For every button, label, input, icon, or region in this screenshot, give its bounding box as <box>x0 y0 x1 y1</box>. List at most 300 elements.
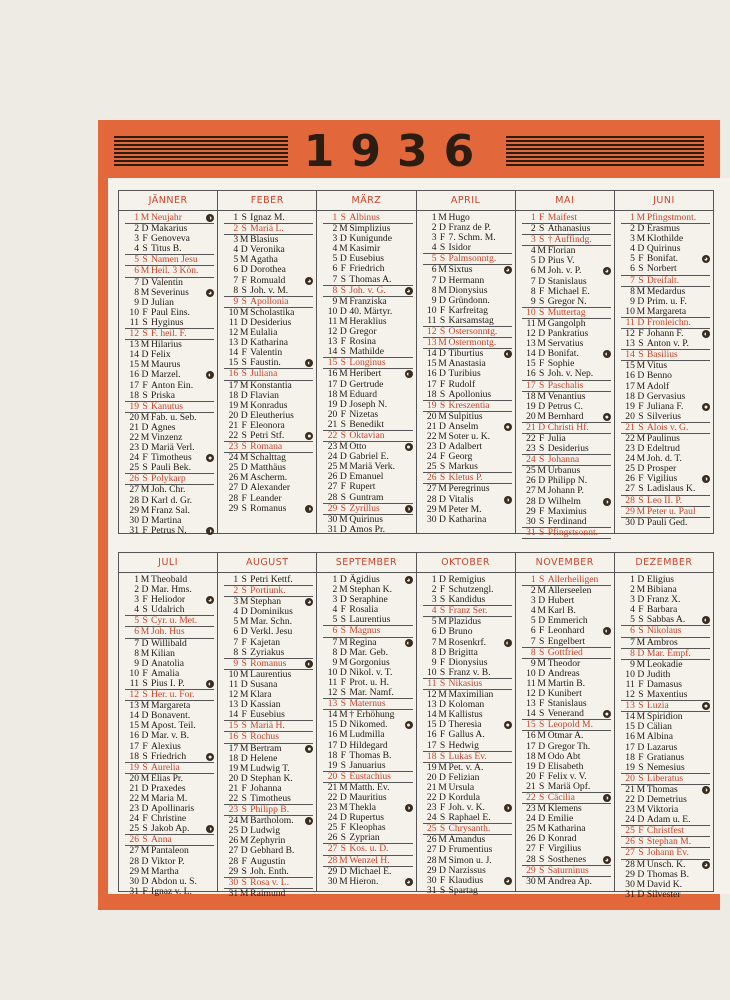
saint-name: Neujahr <box>151 212 182 223</box>
saint-name: Luzia <box>646 700 669 712</box>
weekday-letter: D <box>141 421 149 433</box>
saint-name: Adalbert <box>448 441 483 453</box>
weekday-letter: M <box>339 223 348 235</box>
saint-name: Timotheus <box>151 452 192 464</box>
day-number: 16 <box>625 370 635 382</box>
weekday-letter: D <box>339 646 347 658</box>
saint-name: Apollonius <box>448 388 492 400</box>
saint-name: Guntram <box>349 491 384 503</box>
day-number: 15 <box>129 359 139 371</box>
day-number: 27 <box>426 483 437 495</box>
moon-phase-icon: ● <box>505 721 510 730</box>
saint-name: Thomas <box>646 783 678 795</box>
saint-name: Namen Jesu <box>151 254 198 266</box>
day-row <box>621 690 710 700</box>
day-number: 24 <box>426 451 437 463</box>
saint-name: Thomas A. <box>349 273 392 285</box>
day-number: 12 <box>228 689 239 701</box>
saint-name: Joh. v. P. <box>547 265 582 277</box>
weekday-letter: F <box>638 253 644 265</box>
day-number: 22 <box>426 430 437 442</box>
day-number: 24 <box>228 815 239 827</box>
weekday-letter: M <box>140 845 150 857</box>
moon-phase-icon: ◐ <box>406 370 411 379</box>
weekday-letter: D <box>339 574 347 585</box>
weekday-letter: M <box>438 834 447 846</box>
saint-name: Stephan M. <box>646 836 692 848</box>
saint-name: Stephan K. <box>349 584 392 596</box>
weekday-letter: S <box>638 772 644 784</box>
day-number: 19 <box>625 400 635 412</box>
saint-name: Udalrich <box>151 604 185 616</box>
day-number: 21 <box>129 421 139 433</box>
saint-name: Praxedes <box>151 782 186 794</box>
day-number: 2 <box>134 223 139 235</box>
day-number: 21 <box>129 782 139 794</box>
day-number: 5 <box>530 255 536 267</box>
moon-phase-icon: ● <box>208 454 213 463</box>
moon-phase-icon: ◕ <box>307 276 312 285</box>
moon-phase-icon: ◑ <box>703 475 709 484</box>
saint-name: Kunibert <box>547 688 582 700</box>
day-number: 3 <box>134 594 139 606</box>
saint-name: Heil. 3 Kön. <box>151 265 199 277</box>
saint-name: Joh. Enth. <box>250 865 289 877</box>
weekday-letter: F <box>241 782 247 794</box>
saint-name: Romanus <box>250 502 287 514</box>
month-header: OKTOBER <box>417 553 515 573</box>
day-number: 9 <box>233 295 239 307</box>
saint-name: Andreas <box>547 667 580 679</box>
saint-name: Medardus <box>646 285 686 297</box>
day-number: 13 <box>426 699 437 711</box>
weekday-letter: F <box>340 749 347 761</box>
day-row <box>621 339 710 349</box>
day-number: 24 <box>129 452 139 464</box>
saint-name: Joh. d. T. <box>646 453 682 465</box>
saint-name: Kilian <box>151 647 175 659</box>
day-number: 7 <box>233 636 239 648</box>
moon-phase-icon: ◕ <box>604 267 609 276</box>
saint-name: Franz Ser. <box>448 605 488 617</box>
day-list <box>119 573 217 897</box>
saint-name: Andrea Ap. <box>547 875 592 887</box>
saint-name: Philipp N. <box>547 475 588 487</box>
weekday-letter: F <box>439 656 446 668</box>
saint-name: Anna <box>151 834 172 846</box>
saint-name: Dionysius <box>448 284 488 296</box>
weekday-letter: D <box>339 594 347 606</box>
day-number: 9 <box>332 295 338 307</box>
day-number: 9 <box>530 295 536 307</box>
saint-name: Pet. v. A. <box>448 761 484 773</box>
saint-name: Spartag <box>448 884 478 896</box>
saint-name: Servatius <box>547 338 584 350</box>
day-row <box>423 316 512 326</box>
day-number: 27 <box>526 485 536 497</box>
saint-name: Maximilian <box>448 689 494 701</box>
weekday-letter: D <box>240 772 248 784</box>
weekday-letter: F <box>142 452 148 464</box>
day-number: 16 <box>625 731 635 743</box>
saint-name: Romuald <box>250 274 286 286</box>
weekday-letter: D <box>339 253 347 265</box>
day-row <box>522 731 611 741</box>
day-number: 10 <box>228 306 239 318</box>
saint-name: Schutzengl. <box>448 584 494 596</box>
weekday-letter: F <box>340 604 347 616</box>
day-number: 21 <box>327 781 338 793</box>
day-number: 8 <box>233 646 239 658</box>
saint-name: 40. Märtyr. <box>349 305 393 317</box>
saint-name: Florian <box>547 245 576 257</box>
day-number: 6 <box>332 625 338 637</box>
weekday-letter: S <box>340 429 347 441</box>
weekday-letter: S <box>241 223 247 235</box>
saint-name: Zyprian <box>349 832 380 844</box>
day-number: 13 <box>228 337 239 349</box>
saint-name: Gottfried <box>547 646 583 658</box>
day-number: 11 <box>228 316 239 328</box>
saint-name: Mar. v. B. <box>151 730 190 742</box>
day-row <box>125 679 214 689</box>
saint-name: Vitus <box>646 360 668 372</box>
month-header: AUGUST <box>218 553 316 573</box>
weekday-letter: M <box>438 358 447 370</box>
day-row <box>621 890 710 900</box>
day-row <box>522 380 611 392</box>
weekday-letter: S <box>539 864 545 876</box>
day-number: 3 <box>431 232 437 244</box>
weekday-letter: M <box>339 584 348 596</box>
weekday-letter: S <box>539 223 545 235</box>
moon-phase-icon: ● <box>406 443 411 452</box>
day-row <box>621 264 710 274</box>
saint-name: Hildegard <box>349 739 388 751</box>
day-number: 16 <box>327 729 338 741</box>
weekday-letter: D <box>439 719 446 731</box>
day-row <box>125 627 214 638</box>
moon-phase-icon: ◐ <box>703 616 709 625</box>
day-number: 5 <box>134 615 139 627</box>
weekday-letter: S <box>638 761 644 773</box>
day-number: 4 <box>134 604 139 616</box>
day-number: 15 <box>327 719 338 731</box>
saint-name: Simplizius <box>349 223 391 235</box>
saint-name: Ludmilla <box>349 729 385 741</box>
weekday-letter: D <box>141 369 149 381</box>
day-list <box>119 211 217 536</box>
day-number: 17 <box>426 378 437 390</box>
saint-name: Titus B. <box>151 243 182 255</box>
weekday-letter: F <box>241 347 247 359</box>
weekday-letter: S <box>539 295 545 307</box>
saint-name: Maifest <box>547 212 577 223</box>
weekday-letter: D <box>538 348 546 360</box>
day-number: 5 <box>431 616 437 628</box>
day-number: 2 <box>134 584 139 596</box>
day-number: 6 <box>332 263 338 275</box>
weekday-letter: M <box>140 286 150 298</box>
day-row <box>621 648 710 660</box>
day-number: 3 <box>630 233 635 245</box>
weekday-letter: M <box>140 720 150 732</box>
day-row <box>522 855 611 865</box>
day-number: 15 <box>625 721 635 733</box>
saint-name: † Erhöhung <box>349 709 395 721</box>
weekday-letter: D <box>637 516 645 528</box>
day-number: 3 <box>530 595 536 607</box>
saint-name: Plazidus <box>448 616 482 628</box>
day-number: 22 <box>129 792 139 804</box>
moon-phase-icon: ● <box>505 422 510 431</box>
weekday-letter: M <box>636 233 646 245</box>
month-header: NOVEMBER <box>516 553 614 573</box>
weekday-letter: S <box>340 687 347 699</box>
weekday-letter: S <box>539 853 545 865</box>
saint-name: Joseph N. <box>349 398 388 410</box>
day-number: 11 <box>328 315 338 327</box>
day-number: 12 <box>526 328 536 340</box>
calendar-sheet <box>98 120 720 910</box>
weekday-letter: M <box>636 878 646 890</box>
weekday-letter: M <box>438 337 447 349</box>
weekday-letter: M <box>438 503 447 515</box>
day-number: 24 <box>228 452 239 464</box>
weekday-letter: M <box>239 668 249 680</box>
weekday-letter: M <box>438 264 447 276</box>
day-row <box>323 503 412 515</box>
weekday-letter: F <box>638 751 644 763</box>
day-number: 26 <box>625 473 635 485</box>
saint-name: Juliana F. <box>646 400 684 412</box>
weekday-letter: D <box>538 475 546 487</box>
saint-name: Kajetan <box>250 636 281 648</box>
weekday-letter: M <box>140 431 150 443</box>
saint-name: Leokadie <box>646 658 683 670</box>
day-row <box>621 815 710 825</box>
day-number: 10 <box>426 666 437 678</box>
weekday-letter: M <box>339 781 348 793</box>
weekday-letter: M <box>537 390 546 402</box>
weekday-letter: M <box>636 858 646 870</box>
saint-name: Ägidius <box>349 574 380 585</box>
weekday-letter: F <box>241 709 247 721</box>
saint-name: Peregrinus <box>448 483 490 495</box>
saint-name: Stephan <box>250 596 282 608</box>
day-number: 14 <box>426 348 437 360</box>
day-number: 30 <box>327 875 338 887</box>
day-number: 29 <box>228 865 239 877</box>
weekday-letter: M <box>537 245 546 257</box>
moon-phase-icon: ◐ <box>703 330 709 339</box>
day-number: 20 <box>426 410 437 422</box>
day-number: 8 <box>134 647 139 659</box>
month-header: APRIL <box>417 191 515 211</box>
day-row <box>621 495 710 507</box>
saint-name: Soter u. K. <box>448 430 491 442</box>
weekday-letter: M <box>537 803 546 815</box>
day-row <box>125 824 214 834</box>
saint-name: Maria M. <box>151 792 188 804</box>
saint-name: Petri Stf. <box>250 429 285 441</box>
saint-name: Alexander <box>250 482 291 494</box>
day-number: 11 <box>328 676 338 688</box>
day-number: 28 <box>129 494 139 506</box>
day-number: 8 <box>530 285 536 297</box>
weekday-letter: D <box>439 420 446 432</box>
day-number: 29 <box>426 864 437 876</box>
day-number: 12 <box>625 689 635 701</box>
weekday-letter: D <box>439 493 446 505</box>
day-row <box>621 848 710 859</box>
weekday-letter: S <box>439 388 446 400</box>
weekday-letter: S <box>439 605 446 617</box>
day-number: 7 <box>630 636 635 648</box>
saint-name: Ferdinand <box>547 515 587 527</box>
saint-name: Ladislaus K. <box>646 483 696 495</box>
day-number: 3 <box>630 594 635 606</box>
weekday-letter: M <box>140 626 150 638</box>
weekday-letter: S <box>241 865 247 877</box>
weekday-letter: S <box>340 212 347 223</box>
day-row <box>224 575 313 585</box>
weekday-letter: D <box>439 513 446 525</box>
weekday-letter: D <box>141 276 149 288</box>
saint-name: Odo Abt <box>547 750 581 762</box>
saint-name: Eusebius <box>349 253 384 265</box>
saint-name: Mariä H. <box>250 720 285 732</box>
weekday-letter: S <box>439 677 446 689</box>
weekday-letter: F <box>439 232 446 244</box>
day-number: 30 <box>129 875 139 887</box>
weekday-letter: S <box>340 273 347 285</box>
weekday-letter: M <box>339 368 348 380</box>
day-row <box>522 877 611 887</box>
day-number: 20 <box>228 409 239 421</box>
day-number: 4 <box>530 245 536 257</box>
weekday-letter: D <box>439 222 446 234</box>
weekday-letter: D <box>439 646 446 658</box>
day-number: 22 <box>129 431 139 443</box>
saint-name: Theresia <box>448 719 482 731</box>
weekday-letter: S <box>539 515 545 527</box>
weekday-letter: D <box>637 390 645 402</box>
day-number: 8 <box>431 646 437 658</box>
saint-name: Apollonia <box>250 295 289 307</box>
weekday-letter: S <box>142 462 148 474</box>
saint-name: Pankratius <box>547 328 589 340</box>
weekday-letter: S <box>539 306 545 318</box>
saint-name: Adam u. E. <box>646 814 691 826</box>
day-row <box>323 420 412 430</box>
saint-name: Friedrich <box>151 750 187 762</box>
day-number: 12 <box>625 328 635 340</box>
day-number: 18 <box>129 750 139 762</box>
day-row <box>621 307 710 317</box>
month-header: JÄNNER <box>119 191 217 211</box>
weekday-letter: D <box>637 243 645 255</box>
day-number: 13 <box>129 339 139 351</box>
weekday-letter: D <box>240 606 248 618</box>
moon-phase-icon: ◐ <box>307 359 312 368</box>
day-number: 29 <box>625 868 635 880</box>
day-number: 26 <box>426 834 437 846</box>
saint-name: Stephan K. <box>250 772 293 784</box>
day-number: 14 <box>228 347 239 359</box>
day-number: 4 <box>233 606 239 618</box>
day-row <box>621 275 710 287</box>
saint-name: David K. <box>646 878 683 890</box>
day-row <box>423 813 512 823</box>
weekday-letter: D <box>637 888 645 900</box>
moon-phase-icon: ◑ <box>406 504 411 513</box>
weekday-letter: M <box>438 430 447 442</box>
saint-name: Raimund <box>250 887 286 899</box>
weekday-letter: M <box>339 295 348 307</box>
day-number: 4 <box>431 242 437 254</box>
day-number: 29 <box>129 865 139 877</box>
weekday-letter: D <box>339 326 347 338</box>
weekday-letter: D <box>339 666 347 678</box>
weekday-letter: F <box>142 740 148 752</box>
weekday-letter: S <box>142 761 148 773</box>
saint-name: F. heil. F. <box>151 328 187 340</box>
saint-name: Amandus <box>448 834 486 846</box>
saint-name: Hugo <box>448 212 470 223</box>
day-number: 7 <box>431 636 437 648</box>
day-number: 8 <box>630 647 635 659</box>
saint-name: Romanus <box>250 657 287 669</box>
day-number: 17 <box>426 739 437 751</box>
saint-name: Saturninus <box>547 864 589 876</box>
day-number: 9 <box>134 657 139 669</box>
day-row <box>423 886 512 896</box>
weekday-letter: M <box>537 410 546 422</box>
weekday-letter: S <box>340 502 347 514</box>
saint-name: Kallistus <box>448 709 483 721</box>
saint-name: Felix <box>151 349 171 361</box>
weekday-letter: S <box>539 719 545 731</box>
saint-name: Seraphine <box>349 594 388 606</box>
weekday-letter: D <box>538 421 546 433</box>
day-row <box>323 285 412 297</box>
day-number: 11 <box>625 678 635 690</box>
weekday-letter: S <box>638 338 644 350</box>
day-number: 10 <box>327 305 338 317</box>
saint-name: Mar. Hms. <box>151 584 192 596</box>
weekday-letter: S <box>638 483 644 495</box>
weekday-letter: S <box>142 615 148 627</box>
weekday-letter: M <box>140 212 150 223</box>
day-number: 16 <box>526 368 536 380</box>
weekday-letter: M <box>239 689 249 701</box>
day-number: 10 <box>526 306 536 318</box>
day-number: 14 <box>625 711 635 723</box>
day-number: 30 <box>526 515 536 527</box>
day-number: 23 <box>426 441 437 453</box>
saint-name: Mariä Opf. <box>547 780 591 792</box>
saint-name: Ascherm. <box>250 472 288 484</box>
weekday-letter: S <box>439 253 446 265</box>
saint-name: Severinus <box>151 286 189 298</box>
saint-name: Petrus N. <box>151 524 187 536</box>
weekday-letter: M <box>339 656 348 668</box>
saint-name: Prim. u. F. <box>646 295 687 307</box>
month-header: JUNI <box>615 191 713 211</box>
saint-name: Maxentius <box>646 689 688 701</box>
moon-phase-icon: ● <box>604 412 609 421</box>
